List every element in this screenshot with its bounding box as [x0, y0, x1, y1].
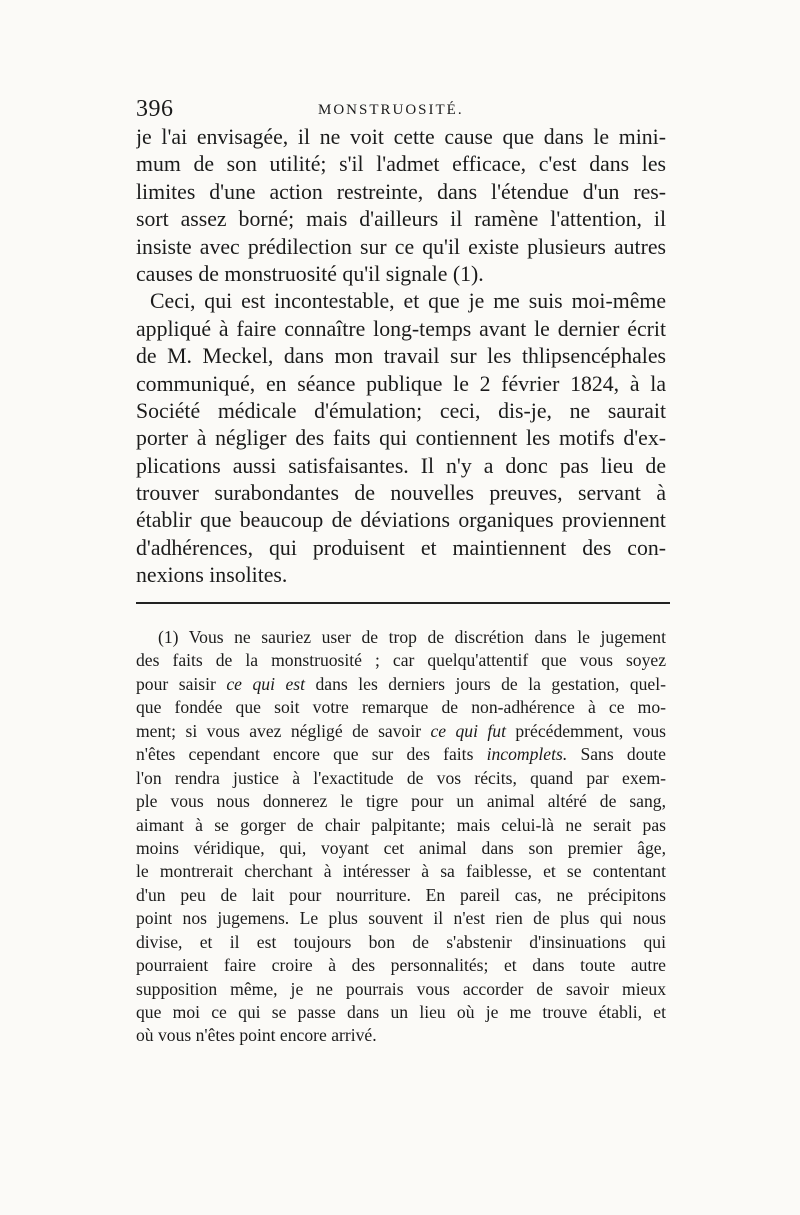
footnote-line: où vous n'êtes point encore arrivé.	[136, 1025, 377, 1046]
text-line: établir que beaucoup de déviations organiques proviennent	[136, 508, 666, 533]
text-line: Ceci, qui est incontestable, et que je me suis moi-même	[150, 289, 666, 314]
footnote-line: ple vous nous donnerez le tigre pour un animal altéré de sang,	[136, 791, 666, 812]
footnote-line: (1) Vous ne sauriez user de trop de discrétion dans le jugement	[158, 627, 666, 647]
footnote-line: moins véridique, qui, voyant cet animal dans son premier âge,	[136, 837, 666, 858]
text-line: limites d'une action restreinte, dans l'étendue d'un res-	[136, 179, 666, 204]
text-line: Société médicale d'émulation; ceci, dis-je, ne saurait	[136, 398, 666, 423]
italic-text: ce qui fut	[430, 720, 506, 741]
text-line: d'adhérences, qui produisent et maintiennent des con-	[136, 535, 666, 560]
page-number: 396	[136, 96, 174, 122]
text-line: mum de son utilité; s'il l'admet efficace, c'est dans les	[136, 152, 666, 177]
text-line: nexions insolites.	[136, 563, 288, 588]
main-text	[136, 124, 666, 590]
footnote-line: l'on rendra justice à l'exactitude de vos récits, quand par exem-	[136, 767, 666, 788]
footnote-divider	[136, 602, 670, 604]
footnote-line: divise, et il est toujours bon de s'abstenir d'insinuations qui	[136, 931, 666, 952]
footnote-line: pourraient faire croire à des personnalités; et dans toute autre	[136, 955, 666, 976]
footnote-line: aimant à se gorger de chair palpitante; mais celui-là ne serait pas	[136, 814, 666, 835]
text-line: appliqué à faire connaître long-temps avant le dernier écrit	[136, 316, 666, 341]
text-line: causes de monstruosité qu'il signale (1).	[136, 261, 484, 286]
text-line: porter à négliger des faits qui contiennent les motifs d'ex-	[136, 426, 666, 451]
text-line: je l'ai envisagée, il ne voit cette cause que dans le mini-	[136, 125, 666, 149]
page-header	[136, 96, 666, 124]
footnote-line: supposition même, je ne pourrais vous accorder de savoir mieux	[136, 978, 666, 999]
text-line: sort assez borné; mais d'ailleurs il ramène l'attention, il	[136, 207, 666, 232]
footnote-line: que fondée que soit votre remarque de non-adhérence à ce mo-	[136, 697, 666, 718]
text-line: de M. Meckel, dans mon travail sur les thlipsencéphales	[136, 344, 666, 369]
text-line: communiqué, en séance publique le 2 février 1824, à la	[136, 371, 666, 396]
footnote-line: que moi ce qui se passe dans un lieu où je me trouve établi, et	[136, 1002, 666, 1022]
footnote	[136, 626, 666, 1048]
text-line: insiste avec prédilection sur ce qu'il existe plusieurs autres	[136, 234, 666, 259]
footnote-line: le montrerait cherchant à intéresser à sa faiblesse, et se contentant	[136, 861, 666, 882]
footnote-line: ment; si vous avez négligé de savoir ce qui fut précédemment, vous	[136, 720, 666, 741]
footnote-line: n'êtes cependant encore que sur des faits incomplets. Sans doute	[136, 744, 666, 765]
footnote-line: d'un peu de lait pour nourriture. En pareil cas, ne précipitons	[136, 884, 666, 905]
italic-text: ce qui est	[226, 673, 306, 694]
text-line: plications aussi satisfaisantes. Il n'y a donc pas lieu de	[136, 453, 666, 478]
italic-text: incomplets.	[486, 744, 568, 765]
footnote-line: des faits de la monstruosité ; car quelqu'attentif que vous soyez	[136, 650, 666, 671]
running-head: MONSTRUOSITÉ.	[318, 102, 464, 118]
footnote-line: pour saisir ce qui est dans les derniers jours de la gestation, quel-	[136, 673, 666, 694]
text-line: trouver surabondantes de nouvelles preuves, servant à	[136, 481, 666, 506]
footnote-line: point nos jugemens. Le plus souvent il n'est rien de plus qui nous	[136, 908, 666, 929]
